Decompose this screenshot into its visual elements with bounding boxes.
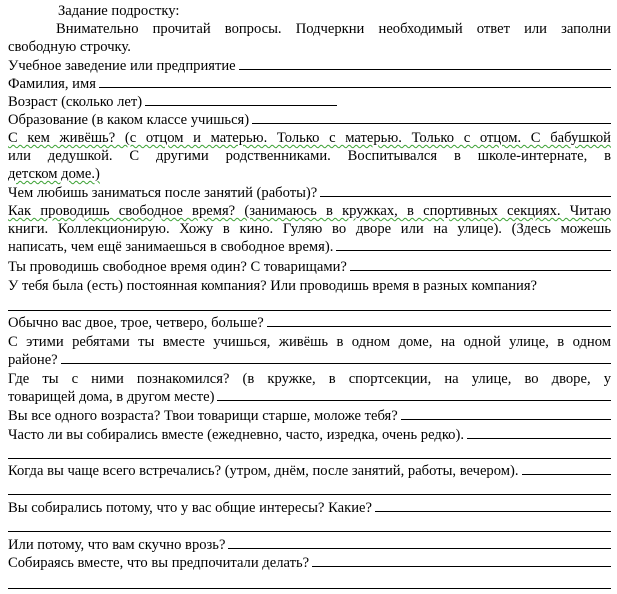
- bored-row: [8, 536, 611, 554]
- free-time-text-1[interactable]: Как проводишь свободное время? (занимаюсь в кружках, в спортивных секциях. Читаю: [8, 203, 611, 219]
- lives-with-line-2: [8, 147, 611, 165]
- company-label: У тебя была (есть) постоянная компания? Или проводишь время в разных компания?: [8, 278, 538, 294]
- heading-line: [8, 2, 611, 20]
- name-row: [8, 75, 611, 93]
- lives-with-line-3: [8, 165, 611, 183]
- after-classes-answer-line[interactable]: [320, 184, 611, 197]
- interests-label: Вы собирались потому, что у вас общие интересы? Какие?: [8, 500, 372, 516]
- where-met-text-2[interactable]: товарищей дома, в другом месте): [8, 389, 215, 405]
- when-met-extra-line[interactable]: [8, 494, 611, 495]
- how-often-answer-line[interactable]: [467, 426, 611, 439]
- preferred-label: Собираясь вместе, что вы предпочитали делать?: [8, 555, 310, 571]
- company-row: [8, 277, 611, 295]
- age-answer-line[interactable]: [145, 93, 337, 106]
- bored-label: Или потому, что вам скучно врозь?: [8, 537, 226, 553]
- alone-row: [8, 258, 611, 276]
- lives-with-text-2[interactable]: или дедушкой. С другими родственниками. Воспитывался в школе-интернате, в: [8, 148, 611, 164]
- interests-answer-line[interactable]: [375, 499, 611, 512]
- same-place-line-2: [8, 351, 611, 369]
- same-age-label: Вы все одного возраста? Твои товарищи старше, моложе тебя?: [8, 408, 398, 424]
- free-time-line-1: [8, 202, 611, 220]
- age-row: [8, 93, 337, 111]
- name-answer-line[interactable]: [99, 75, 611, 88]
- intro-line-2: [8, 38, 611, 56]
- intro-text-1: Внимательно прочитай вопросы. Подчеркни необходимый ответ или заполни: [56, 21, 611, 37]
- group-size-row: [8, 314, 611, 332]
- heading: Задание подростку:: [58, 3, 180, 19]
- group-size-label: Обычно вас двое, трое, четверо, больше?: [8, 315, 264, 331]
- where-met-line-2: [8, 388, 611, 406]
- name-label: Фамилия, имя: [8, 76, 96, 92]
- education-label: Образование (в каком классе учишься): [8, 112, 250, 128]
- intro-line-1: [8, 20, 611, 38]
- free-time-text-3: написать, чем ещё занимаешься в свободное время).: [8, 239, 334, 255]
- preferred-answer-line[interactable]: [312, 554, 611, 567]
- after-classes-row: [8, 184, 611, 202]
- bored-answer-line[interactable]: [228, 536, 611, 549]
- interests-row: [8, 499, 611, 517]
- where-met-line-1: [8, 370, 611, 388]
- lives-with-text-1[interactable]: С кем живёшь? (с отцом и матерью. Только с матерью. Только с отцом. С бабушкой: [8, 130, 611, 146]
- alone-answer-line[interactable]: [350, 258, 611, 271]
- when-met-row: [8, 462, 611, 480]
- age-label: Возраст (сколько лет): [8, 94, 143, 110]
- same-age-answer-line[interactable]: [401, 407, 611, 420]
- free-time-text-2[interactable]: книги. Коллекционирую. Хожу в кино. Гуляю во дворе или на улице). (Здесь можешь: [8, 221, 611, 237]
- lives-with-text-3[interactable]: детском доме.): [8, 166, 100, 182]
- lives-with-line-1: [8, 129, 611, 147]
- group-size-answer-line[interactable]: [267, 314, 611, 327]
- interests-extra-line[interactable]: [8, 531, 611, 532]
- same-place-text-1: С этими ребятами ты вместе учишься, живёшь в одном доме, на одной улице, в одном: [8, 334, 611, 350]
- same-age-row: [8, 407, 611, 425]
- preferred-row: [8, 554, 611, 572]
- preferred-extra-line[interactable]: [8, 588, 611, 589]
- after-classes-label: Чем любишь заниматься после занятий (работы)?: [8, 185, 318, 201]
- company-answer-line[interactable]: [8, 310, 611, 311]
- intro-text-2: свободную строчку.: [8, 39, 131, 55]
- when-met-answer-line[interactable]: [522, 462, 612, 475]
- same-place-answer-line[interactable]: [61, 351, 611, 364]
- school-label: Учебное заведение или предприятие: [8, 58, 236, 74]
- when-met-label[interactable]: Когда вы чаще всего встречались? (утром, днём, после занятий, работы, вечером).: [8, 463, 519, 479]
- school-row: [8, 57, 611, 75]
- free-time-line-3: [8, 238, 611, 256]
- where-met-text-1[interactable]: Где ты с ними познакомился? (в кружке, в спортсекции, на улице, во дворе, у: [8, 371, 611, 387]
- how-often-row: [8, 426, 611, 444]
- how-often-extra-line[interactable]: [8, 458, 611, 459]
- same-place-line-1: [8, 333, 611, 351]
- education-answer-line[interactable]: [252, 111, 611, 124]
- free-time-answer-line[interactable]: [336, 238, 611, 251]
- how-often-label[interactable]: Часто ли вы собирались вместе (ежедневно, часто, изредка, очень редко).: [8, 427, 464, 443]
- alone-label: Ты проводишь свободное время один? С товарищами?: [8, 259, 347, 275]
- school-answer-line[interactable]: [239, 57, 611, 70]
- same-place-text-2: районе?: [8, 352, 58, 368]
- education-row: [8, 111, 611, 129]
- where-met-answer-line[interactable]: [217, 388, 611, 401]
- free-time-line-2: [8, 220, 611, 238]
